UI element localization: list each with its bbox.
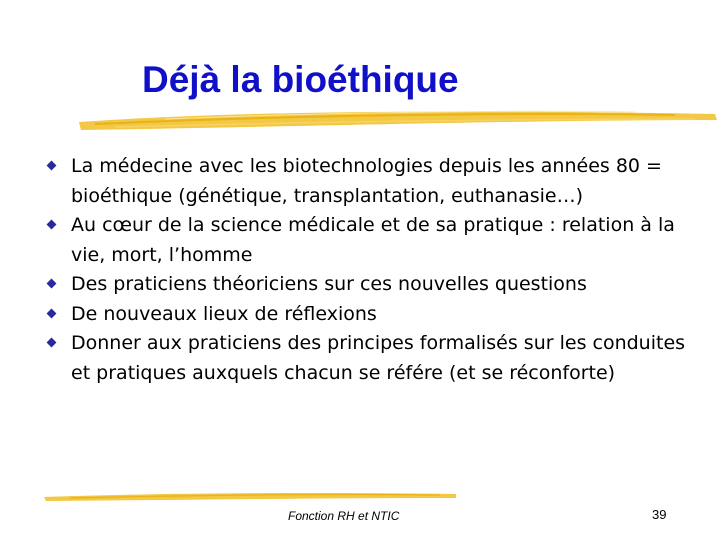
bullet-item	[46, 152, 686, 211]
diamond-bullet-icon	[47, 161, 57, 171]
bullet-text: Donner aux praticiens des principes formalisés sur les conduites et pratiques auxquels chacun se référe (et se réconforte)	[71, 332, 686, 384]
bullet-item	[46, 300, 686, 330]
diamond-bullet-icon	[47, 279, 57, 289]
title-underline-brush	[75, 100, 720, 134]
bullet-item	[46, 270, 686, 300]
diamond-bullet-icon	[47, 220, 57, 230]
bullet-list	[46, 152, 686, 388]
diamond-bullet-icon	[47, 308, 57, 318]
bullet-text: Au cœur de la science médicale et de sa pratique : relation à la vie, mort, l’homme	[71, 214, 675, 266]
page-number: 39	[652, 507, 667, 522]
bullet-text: De nouveaux lieux de réflexions	[71, 302, 377, 325]
footer-label: Fonction RH et NTIC	[288, 509, 400, 523]
bullet-item	[46, 329, 686, 388]
slide-title: Déjà la bioéthique	[142, 59, 459, 100]
footer-rule-brush	[40, 486, 460, 506]
bullet-text: Des praticiens théoriciens sur ces nouvelles questions	[71, 273, 587, 295]
diamond-bullet-icon	[47, 338, 57, 348]
bullet-text: La médecine avec les biotechnologies depuis les années 80 = bioéthique (génétique, transplantation, euthanasie…)	[71, 155, 662, 207]
bullet-item	[46, 211, 686, 270]
